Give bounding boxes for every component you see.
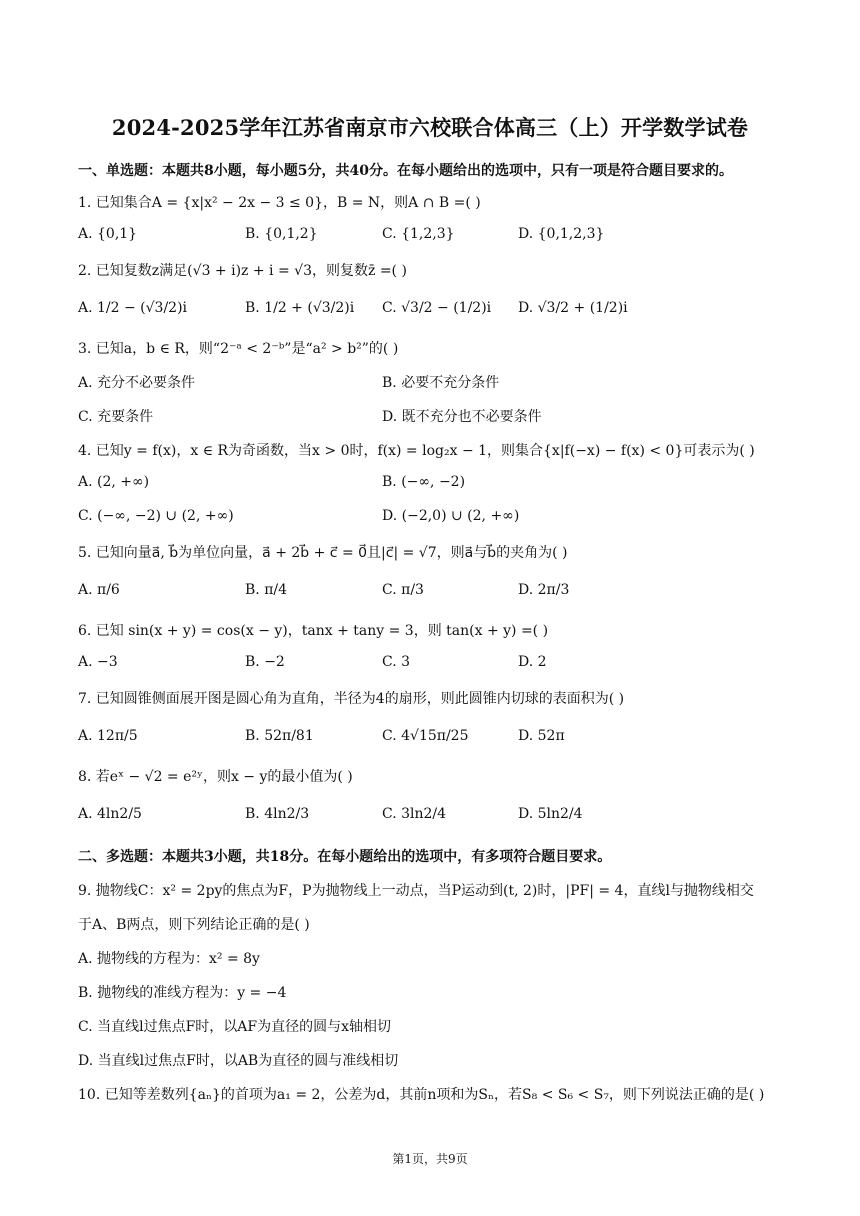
q7-option-d: D. 52π	[518, 728, 565, 744]
q1-option-a: A. {0,1}	[78, 226, 138, 242]
q9-option-a: A. 抛物线的方程为：x² = 8y	[78, 951, 260, 967]
page-title: 2024-2025学年江苏省南京市六校联合体高三（上）开学数学试卷	[111, 115, 749, 140]
question-4-stem: 4. 已知y = f(x)，x ∈ R为奇函数，当x > 0时，f(x) = log₂x − 1，则集合{x|f(−x) − f(x) < 0}可表示为( )	[78, 443, 755, 459]
q8-option-d: D. 5ln2/4	[518, 806, 583, 822]
q5-option-c: C. π/3	[382, 582, 424, 598]
question-1-stem: 1. 已知集合A = {x|x² − 2x − 3 ≤ 0}，B = N，则A ∩ B =( )	[78, 195, 481, 211]
q3-option-a: A. 充分不必要条件	[78, 375, 196, 391]
q5-option-b: B. π/4	[245, 582, 288, 598]
question-6-stem: 6. 已知 sin(x + y) = cos(x − y)，tanx + tany = 3，则 tan(x + y) =( )	[78, 623, 549, 639]
q7-option-b: B. 52π/81	[245, 728, 314, 744]
q3-option-d: D. 既不充分也不必要条件	[382, 409, 542, 425]
question-8-stem: 8. 若eˣ − √2 = e²ʸ，则x − y的最小值为( )	[78, 769, 353, 785]
q6-option-a: A. −3	[78, 654, 118, 670]
q4-option-b: B. (−∞, −2)	[382, 474, 466, 490]
page-footer: 第1页，共9页	[392, 1152, 468, 1166]
q2-option-b: B. 1/2 + (√3/2)i	[245, 300, 355, 316]
q4-option-c: C. (−∞, −2) ∪ (2, +∞)	[78, 508, 234, 524]
section-single-choice: 一、单选题：本题共8小题，每小题5分，共40分。在每小题给出的选项中，只有一项是符合题目要求的。	[78, 163, 733, 179]
q3-option-c: C. 充要条件	[78, 409, 154, 425]
question-9-stem-line1: 9. 抛物线C：x² = 2py的焦点为F，P为抛物线上一动点，当P运动到(t, 2)时，|PF| = 4，直线l与抛物线相交	[78, 883, 754, 899]
question-9-stem-line2: 于A、B两点，则下列结论正确的是( )	[78, 917, 310, 933]
q2-option-c: C. √3/2 − (1/2)i	[382, 300, 492, 316]
question-7-stem: 7. 已知圆锥侧面展开图是圆心角为直角，半径为4的扇形，则此圆锥内切球的表面积为( )	[78, 691, 625, 707]
q6-option-d: D. 2	[518, 654, 547, 670]
q9-option-c: C. 当直线l过焦点F时，以AF为直径的圆与x轴相切	[78, 1019, 392, 1035]
question-10-stem: 10. 已知等差数列{aₙ}的首项为a₁ = 2，公差为d，其前n项和为Sₙ，若S₈ < S₆ < S₇，则下列说法正确的是( )	[78, 1087, 765, 1103]
q6-option-b: B. −2	[245, 654, 285, 670]
q5-option-a: A. π/6	[78, 582, 120, 598]
question-3-stem: 3. 已知a，b ∈ R，则“2⁻ᵃ < 2⁻ᵇ”是“a² > b²”的( )	[78, 341, 399, 357]
q2-option-d: D. √3/2 + (1/2)i	[518, 300, 628, 316]
q5-option-d: D. 2π/3	[518, 582, 570, 598]
question-5-stem: 5. 已知向量a⃗, b⃗为单位向量，a⃗ + 2b⃗ + c⃗ = 0⃗且|c⃗| = √7，则a⃗与b⃗的夹角为( )	[78, 545, 568, 561]
q8-option-a: A. 4ln2/5	[78, 806, 142, 822]
q4-option-a: A. (2, +∞)	[78, 474, 150, 490]
q3-option-b: B. 必要不充分条件	[382, 375, 500, 391]
q1-option-b: B. {0,1,2}	[245, 226, 318, 242]
q9-option-d: D. 当直线l过焦点F时，以AB为直径的圆与准线相切	[78, 1053, 399, 1069]
q4-option-d: D. (−2,0) ∪ (2, +∞)	[382, 508, 520, 524]
q8-option-c: C. 3ln2/4	[382, 806, 447, 822]
q1-option-c: C. {1,2,3}	[382, 226, 455, 242]
question-2-stem: 2. 已知复数z满足(√3 + i)z + i = √3，则复数z̄ =( )	[78, 263, 407, 279]
q9-option-b: B. 抛物线的准线方程为：y = −4	[78, 985, 287, 1001]
q7-option-c: C. 4√15π/25	[382, 728, 469, 744]
section-multi-choice: 二、多选题：本题共3小题，共18分。在每小题给出的选项中，有多项符合题目要求。	[78, 849, 612, 865]
q8-option-b: B. 4ln2/3	[245, 806, 310, 822]
q7-option-a: A. 12π/5	[78, 728, 138, 744]
q2-option-a: A. 1/2 − (√3/2)i	[78, 300, 188, 316]
q1-option-d: D. {0,1,2,3}	[518, 226, 605, 242]
q6-option-c: C. 3	[382, 654, 411, 670]
